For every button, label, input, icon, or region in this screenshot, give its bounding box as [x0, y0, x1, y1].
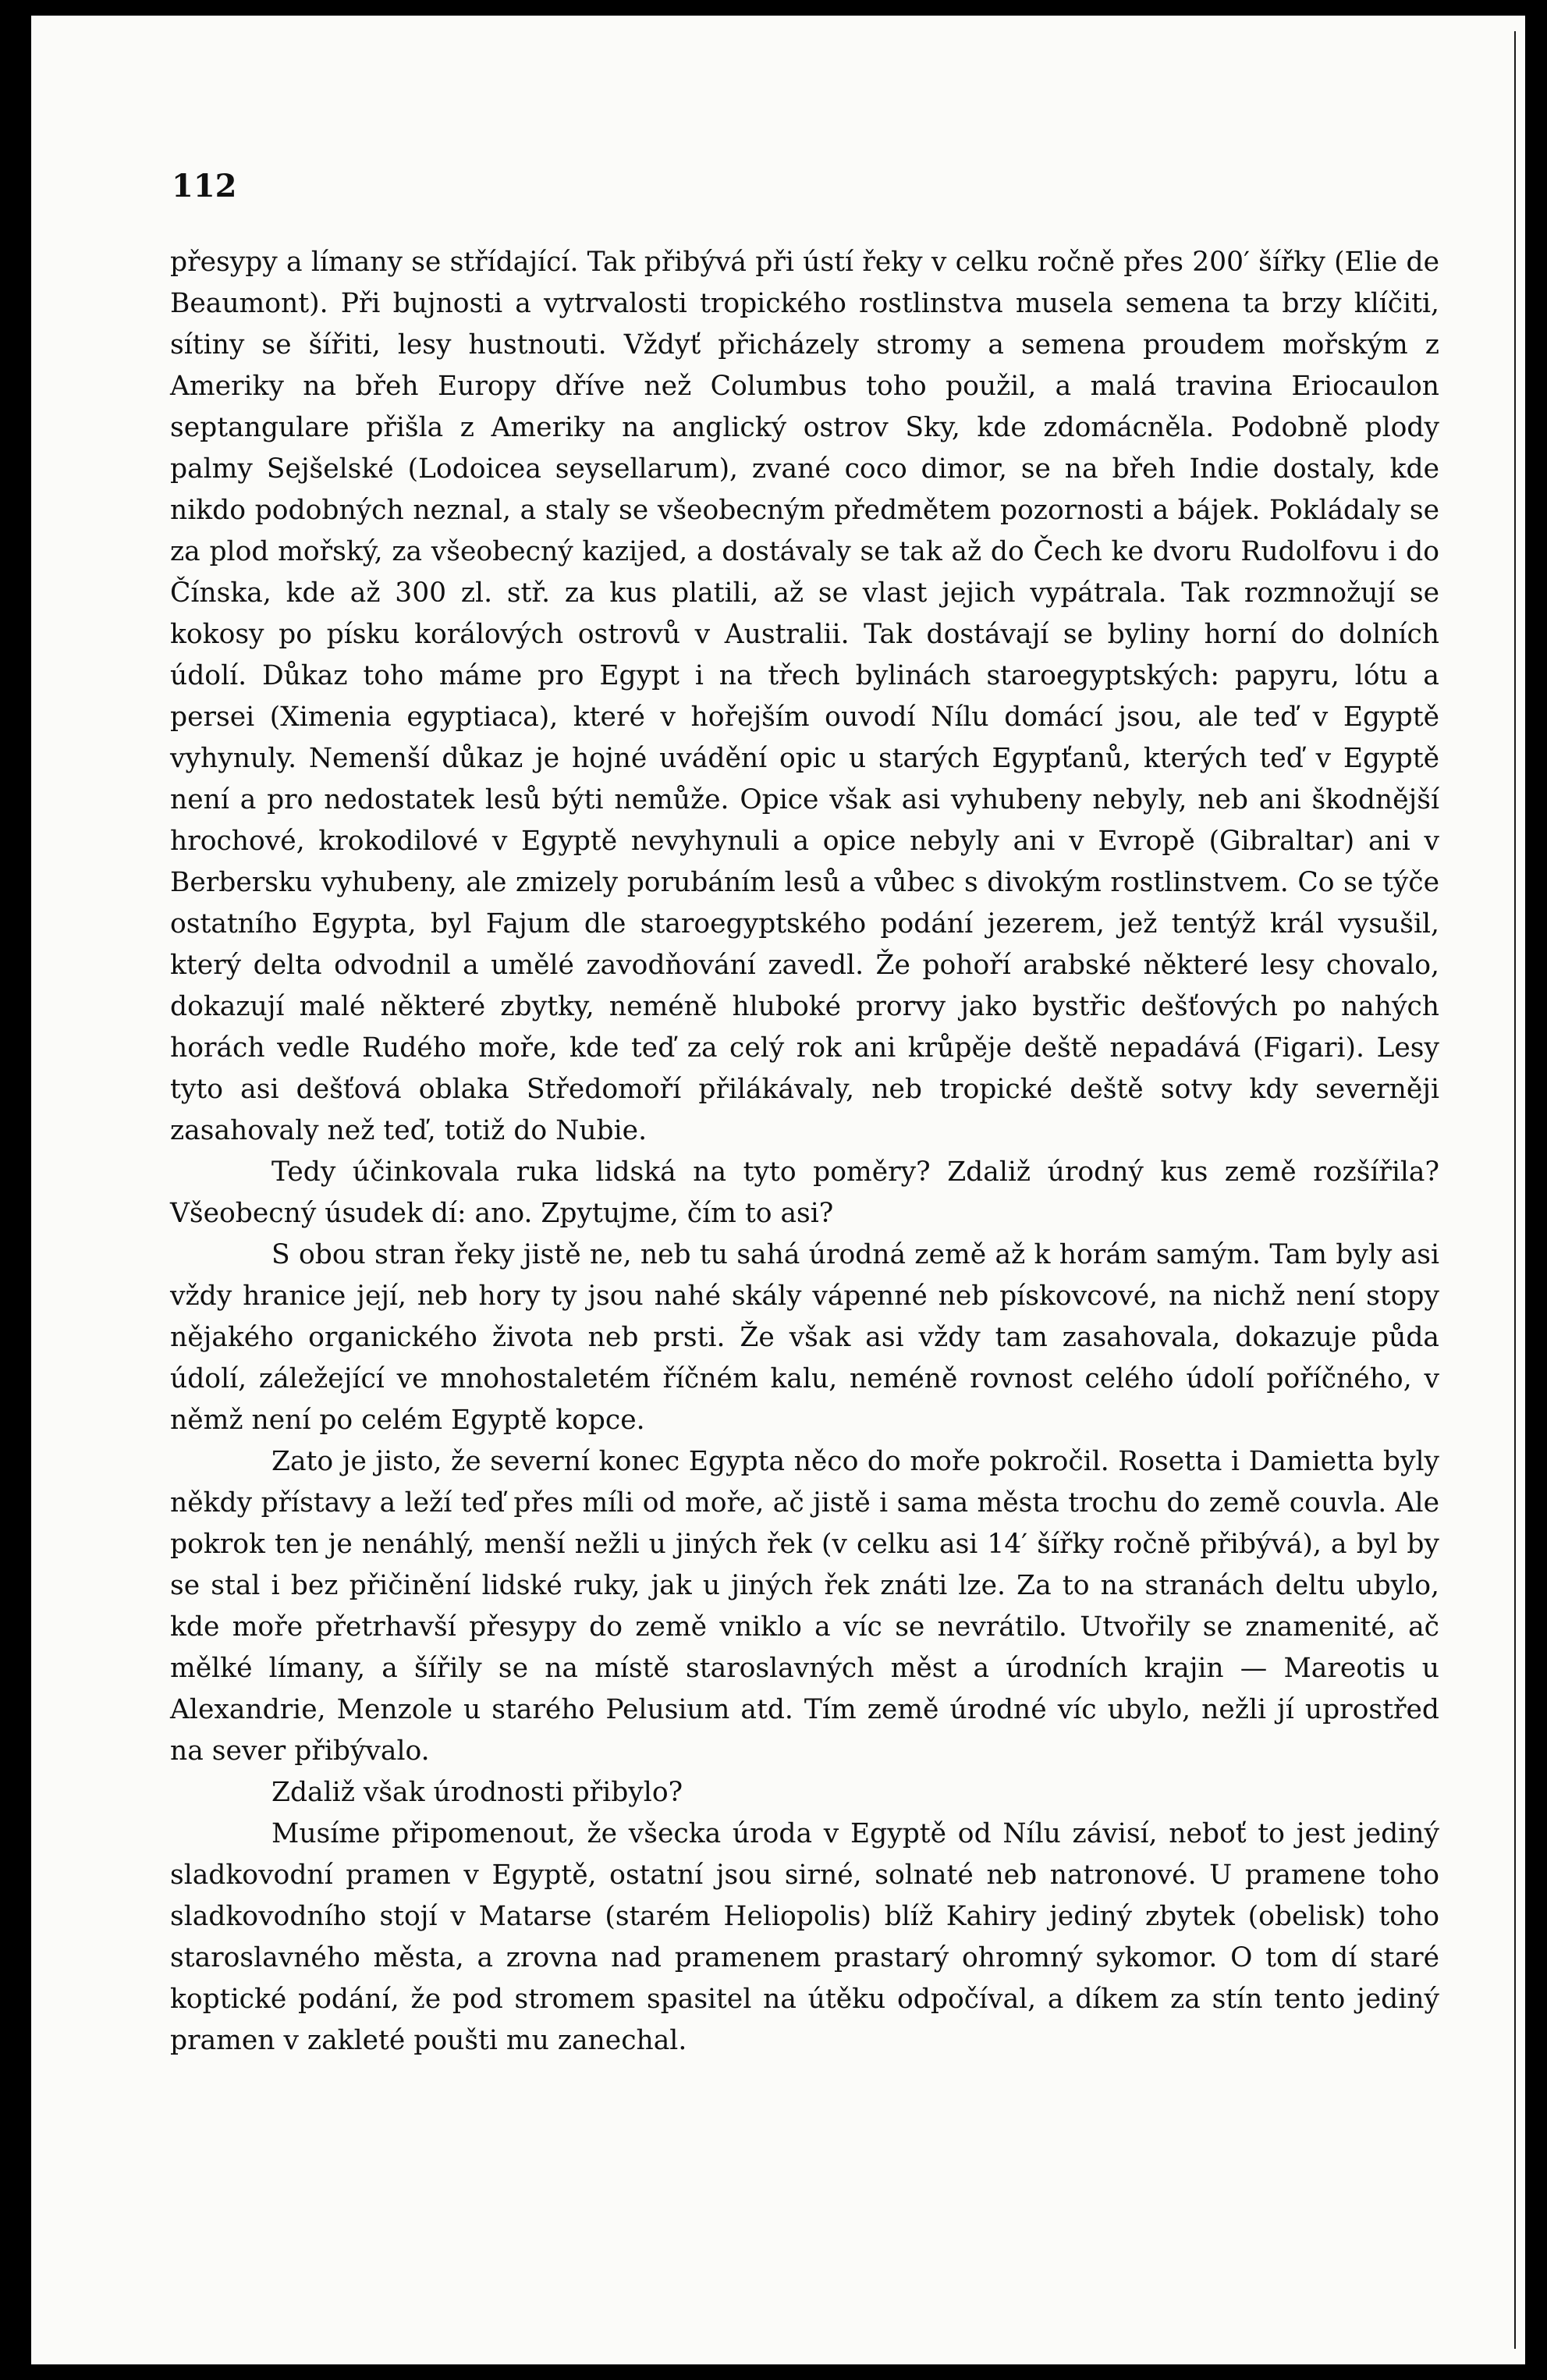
book-page [31, 16, 1525, 2364]
page-number: 112 [172, 168, 237, 204]
paragraph-2: Tedy účinkovala ruka lidská na tyto poměry? Zdaliž úrodný kus země rozšířila? Všeobecný úsudek dí: ano. Zpytujme, čím to asi? [170, 1156, 1439, 1229]
paragraph-4: Zato je jisto, že severní konec Egypta něco do moře pokročil. Rosetta i Damietta byly někdy přístavy a leží teď přes míli od moře, ač jistě i sama města trochu do země couvla. Ale pokrok ten je nenáhlý, menší nežli u jiných řek (v celku asi 14′ šířky ročně přibývá), a byl by se stal i bez přičinění lidské ruky, jak u jiných řek znáti lze. Za to na stranách deltu ubylo, kde moře přetrhavší přesypy do země vniklo a víc se nevrátilo. Utvořily se znamenité, ač mělké límany, a šířily se na místě staroslavných měst a úrodních krajin — Mareotis u Alexandrie, Menzole u starého Pelusium atd. Tím země úrodné víc ubylo, nežli jí uprostřed na sever přibývalo. [170, 1446, 1439, 1767]
paragraph-5: Zdaliž však úrodnosti přibylo? [271, 1777, 683, 1808]
body-text [170, 242, 1439, 2062]
paragraph-1: přesypy a límany se střídající. Tak přibývá při ústí řeky v celku ročně přes 200′ šířky (Elie de Beaumont). Při bujnosti a vytrvalosti tropického rostlinstva musela semena ta brzy klíčiti, sítiny se šířiti, lesy hustnouti. Vždyť přicházely stromy a semena proudem mořským z Ameriky na břeh Europy dříve než Columbus toho použil, a malá travina Eriocaulon septangulare přišla z Ameriky na anglický ostrov Sky, kde zdomácněla. Podobně plody palmy Sejšelské (Lodoicea seysellarum), zvané coco dimor, se na břeh Indie dostaly, kde nikdo podobných neznal, a staly se všeobecným předmětem pozornosti a bájek. Pokládaly se za plod mořský, za všeobecný kazijed, a dostávaly se tak až do Čech ke dvoru Rudolfovu i do Čínska, kde až 300 zl. stř. za kus platili, až se vlast jejich vypátrala. Tak rozmnožují se kokosy po písku korálových ostrovů v Australii. Tak dostávají se byliny horní do dolních údolí. Důkaz toho máme pro Egypt i na třech bylinách staroegyptských: papyru, lótu a persei (Ximenia egyptiaca), které v hořejším ouvodí Nílu domácí jsou, ale teď v Egyptě vyhynuly. Nemenší důkaz je hojné uvádění opic u starých Egypťanů, kterých teď v Egyptě není a pro nedostatek lesů býti nemůže. Opice však asi vyhubeny nebyly, neb ani škodnější hrochové, krokodilové v Egyptě nevyhynuli a opice nebyly ani v Evropě (Gibraltar) ani v Berbersku vyhubeny, ale zmizely porubáním lesů a vůbec s divokým rostlinstvem. Co se týče ostatního Egypta, byl Fajum dle staroegyptského podání jezerem, jež tentýž král vysušil, který delta odvodnil a umělé zavodňování zavedl. Že pohoří arabské některé lesy chovalo, dokazují malé některé zbytky, neméně hluboké prorvy jako bystřic dešťových po nahých horách vedle Rudého moře, kde teď za celý rok ani krůpěje deště nepadává (Figari). Lesy tyto asi dešťová oblaka Středomoří přilákávaly, neb tropické deště sotvy kdy severněji zasahovaly než teď, totiž do Nubie. [170, 247, 1439, 1146]
paragraph-3: S obou stran řeky jistě ne, neb tu sahá úrodná země až k horám samým. Tam byly asi vždy hranice její, neb hory ty jsou nahé skály vápenné neb pískovcové, na nichž není stopy nějakého organického života neb prsti. Že však asi vždy tam zasahovala, dokazuje půda údolí, záležející ve mnohostaletém říčném kalu, neméně rovnost celého údolí poříčného, v němž není po celém Egyptě kopce. [170, 1239, 1439, 1436]
scan-edge-line [1514, 31, 1516, 2349]
paragraph-6: Musíme připomenout, že všecka úroda v Egyptě od Nílu závisí, neboť to jest jediný sladkovodní pramen v Egyptě, ostatní jsou sirné, solnaté neb natronové. U pramene toho sladkovodního stojí v Matarse (starém Heliopolis) blíž Kahiry jediný zbytek (obelisk) toho staroslavného města, a zrovna nad pramenem prastarý ohromný sykomor. O tom dí staré koptické podání, že pod stromem spasitel na útěku odpočíval, a díkem za stín tento jediný pramen v zakleté poušti mu zanechal. [170, 1818, 1439, 2056]
